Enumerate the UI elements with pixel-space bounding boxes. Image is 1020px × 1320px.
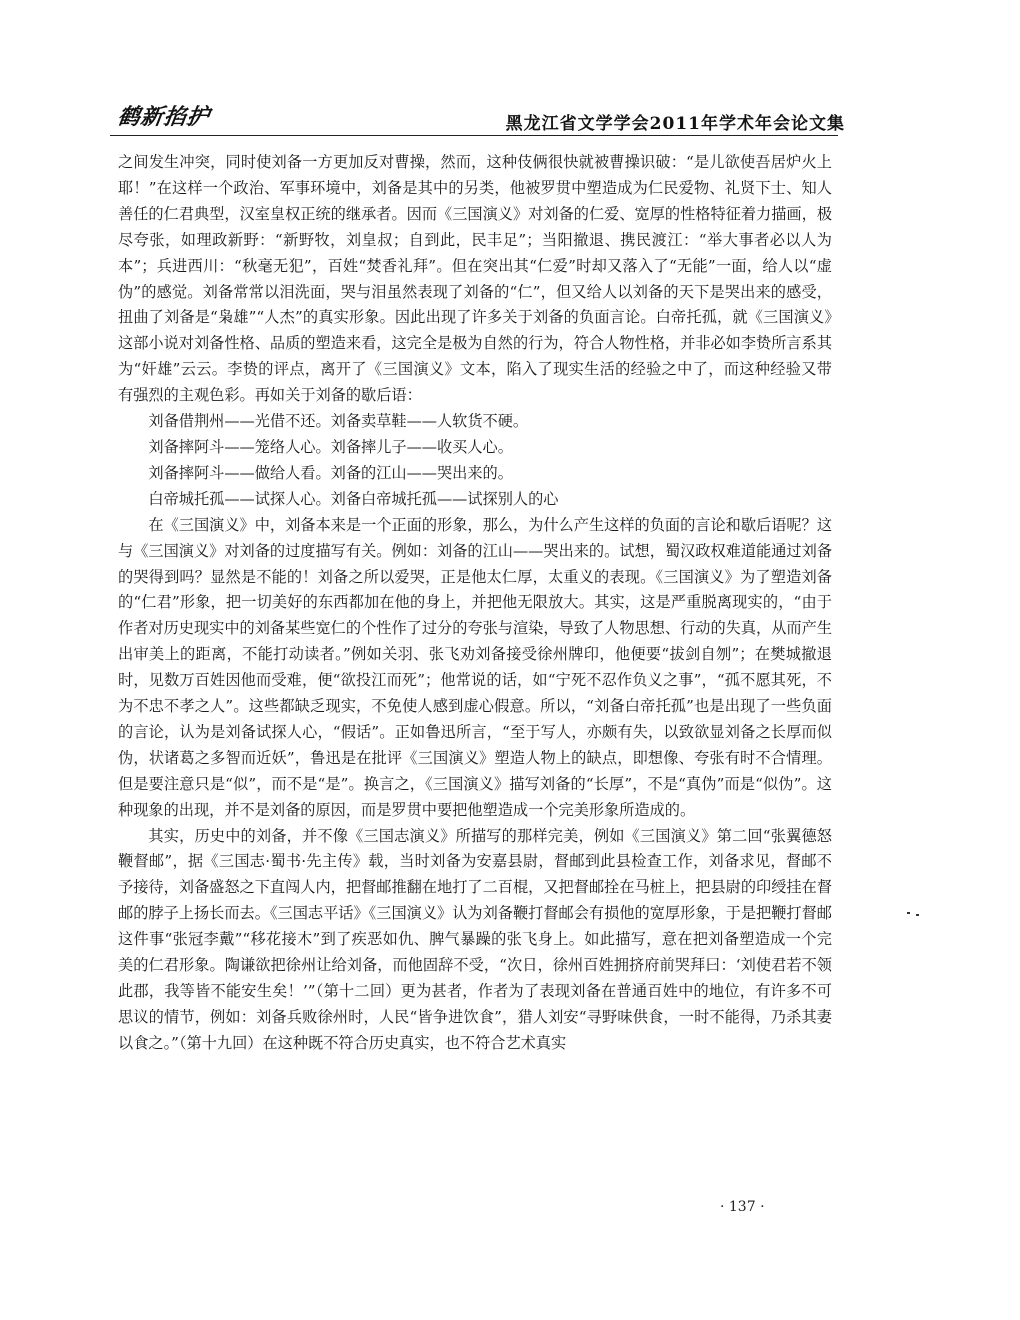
paragraph-3: 其实，历史中的刘备，并不像《三国志演义》所描写的那样完美，例如《三国演义》第二回“张翼德怒鞭督邮”，据《三国志·蜀书·先主传》载，当时刘备为安嘉县尉，督邮到此县检查工作，刘备求见，督邮不予接待，刘备盛怒之下直闯人内，把督邮推翻在地打了二百棍，又把督邮拴在马桩上，把县尉的印绶挂在督邮的脖子上扬长而去。《三国志平话》《三国演义》认为刘备鞭打督邮会有损他的宽厚形象，于是把鞭打督邮这件事“张冠李戴”“移花接木”到了疾恶如仇、脾气暴躁的张飞身上。如此描写，意在把刘备塑造成一个完美的仁君形象。陶谦欲把徐州让给刘备，而他固辞不受，“次日，徐州百姓拥挤府前哭拜曰：‘刘使君若不领此郡，我等皆不能安生矣！’”（第十二回）更为甚者，作者为了表现刘备在普通百姓中的地位，有许多不可思议的情节，例如：刘备兵败徐州时，人民“皆争进饮食”，猎人刘安“寻野味供食，一时不能得，乃杀其妻以食之。”（第十九回）在这种既不符合历史真实，也不符合艺术真实 <box>118 826 832 1052</box>
page-number: · 137 · <box>720 1199 765 1215</box>
paragraph-2: 在《三国演义》中，刘备本来是一个正面的形象，那么，为什么产生这样的负面的言论和歇后语呢？这与《三国演义》对刘备的过度描写有关。例如：刘备的江山——哭出来的。试想，蜀汉政权难道能通过刘备的哭得到吗？显然是不能的！刘备之所以爱哭，正是他太仁厚，太重义的表现。《三国演义》为了塑造刘备的“仁君”形象，把一切美好的东西都加在他的身上，并把他无限放大。其实，这是严重脱离现实的，“由于作者对历史现实中的刘备某些宽仁的个性作了过分的夸张与渲染，导致了人物思想、行动的失真，从而产生出审美上的距离，不能打动读者。”例如关羽、张飞劝刘备接受徐州牌印，他便要“拔剑自刎”；在樊城撤退时，见数万百姓因他而受难，便“欲投江而死”；他常说的话，如“宁死不忍作负义之事”，“孤不愿其死，不为不忠不孝之人”。这些都缺乏现实，不免使人感到虚心假意。所以，“刘备白帝托孤”也是出现了一些负面的言论，认为是刘备试探人心，“假话”。正如鲁迅所言，“至于写人，亦颇有失，以致欲显刘备之长厚而似伪，状诸葛之多智而近妖”，鲁迅是在批评《三国演义》塑造人物上的缺点，即想像、夸张有时不合情理。但是要注意只是“似”，而不是“是”。换言之，《三国演义》描写刘备的“长厚”，不是“真伪”而是“似伪”。这种现象的出现，并不是刘备的原因，而是罗贯中要把他塑造成一个完美形象所造成的。 <box>118 515 832 819</box>
saying-line-2: 刘备摔阿斗——笼络人心。刘备摔儿子——收买人心。 <box>148 437 513 456</box>
paragraph-1: 之间发生冲突，同时使刘备一方更加反对曹操，然而，这种伎俩很快就被曹操识破：“是儿欲使吾居炉火上耶！”在这样一个政治、军事环境中，刘备是其中的另类，他被罗贯中塑造成为仁民爱物、礼贤下士、知人善任的仁君典型，汉室皇权正统的继承者。因而《三国演义》对刘备的仁爱、宽厚的性格特征着力描画，极尽夸张，如理政新野：“新野牧，刘皇叔；自到此，民丰足”；当阳撤退、携民渡江：“举大事者必以人为本”；兵进西川：“秋毫无犯”，百姓“焚香礼拜”。但在突出其“仁爱”时却又落入了“无能”一面，给人以“虚伪”的感觉。刘备常常以泪洗面，哭与泪虽然表现了刘备的“仁”，但又给人以刘备的天下是哭出来的感受，扭曲了刘备是“枭雄”“人杰”的真实形象。因此出现了许多关于刘备的负面言论。白帝托孤，就《三国演义》这部小说对刘备性格、品质的塑造来看，这完全是极为自然的行为，符合人物性格，并非必如李贽所言系其为“奸雄”云云。李贽的评点，离开了《三国演义》文本，陷入了现实生活的经验之中了，而这种经验又带有强烈的主观色彩。再如关于刘备的歇后语： <box>118 153 832 405</box>
journal-logo: 鹤新掐护 <box>115 104 212 130</box>
header-rule <box>110 135 838 136</box>
saying-line-3: 刘备摔阿斗——做给人看。刘备的江山——哭出来的。 <box>148 463 513 482</box>
saying-line-4: 白帝城托孤——试探人心。刘备白帝城托孤——试探别人的心 <box>148 489 559 508</box>
article-body <box>118 150 832 1057</box>
running-header-title: 黑龙江省文学学会2011年学术年会论文集 <box>505 114 845 134</box>
scan-speck <box>907 912 910 914</box>
scan-speck <box>916 914 919 916</box>
saying-line-1: 刘备借荆州——光借不还。刘备卖草鞋——人软货不硬。 <box>148 412 529 431</box>
